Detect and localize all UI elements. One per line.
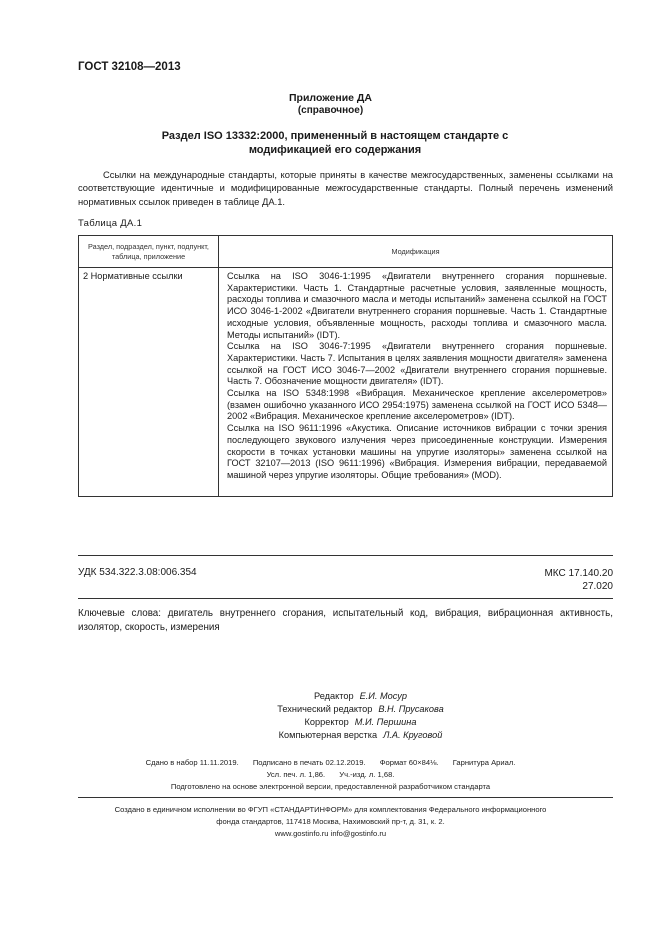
credit-layout [60,729,661,742]
credit-editor [60,690,661,703]
footer-line-2: фонда стандартов, 117418 Москва, Нахимовский пр-т, д. 31, к. 2. [216,817,445,826]
credit-name: В.Н. Прусакова [378,704,444,714]
divider-top [78,555,613,556]
paper-format: Формат 60×84⅛. [379,758,439,767]
credit-name: М.И. Першина [354,717,417,727]
table-cell-modification [219,268,613,497]
credits-block [0,690,661,742]
email-link[interactable]: info@gostinfo.ru [330,829,387,838]
credit-role: Компьютерная верстка [278,730,378,740]
intro-paragraph: Ссылки на международные стандарты, которые приняты в качестве межгосударственных, заменены ссылками на соответствующие идентичные и модифицированные межгосударственные стандарты. Полный перечень изменений нормативных ссылок приведен в таблице ДА.1. [78,169,613,207]
print-sheets: Усл. печ. л. 1,86. [266,770,326,779]
table-caption: Таблица ДА.1 [78,218,143,229]
mks-line-2: 27.020 [582,581,613,592]
udk-code: УДК 534.322.3.08:006.354 [78,567,197,578]
table-header-section: Раздел, подраздел, пункт, подпункт, таблица, приложение [79,236,219,268]
publishing-line-2 [0,769,661,781]
prepared-note: Подготовлено на основе электронной версии, предоставленной разработчиком стандарта [170,782,491,791]
modification-item: Ссылка на ISO 5348:1998 «Вибрация. Механическое крепление акселерометров» (взамен ошибочно указанного ИСО 2954:1975) заменена ссылкой на ГОСТ ИСО 5348—2002 «Вибрация. Механическое крепление акселерометров» (IDT). [227,388,607,422]
mks-line-1: МКС 17.140.20 [544,568,613,579]
section-title: Раздел ISO 13332:2000, примененный в настоящем стандарте с модификацией его содержания [161,130,509,156]
table-cell-section: 2 Нормативные ссылки [79,268,219,497]
credit-corrector [60,716,661,729]
credit-role: Технический редактор [277,704,373,714]
modification-item: Ссылка на ISO 3046-1:1995 «Двигатели внутреннего сгорания поршневые. Характеристики. Часть 1. Стандартные расчетные условия, заявленные мощность, расходы топлива и смазочного масла и методы испытаний» заменена ссылкой на ГОСТ ИСО 3046-1-2002 «Двигатели внутреннего сгорания поршневые. Часть 1. Стандартные исходные условия, объявленные мощность, расходы топлива и смазочного масла. Методы испытаний» (IDT). [227,271,607,340]
modification-table [78,235,613,497]
document-code: ГОСТ 32108—2013 [78,61,181,73]
footer-line-3 [0,828,661,840]
credit-name: Е.И. Мосур [359,691,407,701]
credit-tech-editor [60,703,661,716]
credit-role: Редактор [314,691,354,701]
mks-code [544,567,613,593]
publication-sheets: Уч.-изд. л. 1,68. [339,770,395,779]
typeface: Гарнитура Ариал. [452,758,516,767]
website-link[interactable]: www.gostinfo.ru [274,829,329,838]
publishing-line-1 [0,757,661,769]
footer-line-1: Создано в единичном исполнении во ФГУП «СТАНДАРТИНФОРМ» для комплектования Федерального информационного [114,805,547,814]
modification-item: Ссылка на ISO 3046-7:1995 «Двигатели внутреннего сгорания поршневые. Характеристики. Часть 7. Испытания в целях заявления мощности двигателя» заменена ссылкой на ГОСТ ИСО 3046-7—2002 «Двигатели внутреннего сгорания поршневые. Часть 7. Обозначение мощности двигателя» (IDT). [227,341,607,387]
appendix-title: Приложение ДА [289,92,372,104]
table-header-row [79,236,613,268]
publishing-info [0,757,661,793]
table-header-modification: Модификация [219,236,613,268]
footer-block [0,804,661,840]
signed-date: Подписано в печать 02.12.2019. [252,758,366,767]
divider-bottom [78,598,613,599]
keywords: Ключевые слова: двигатель внутреннего сгорания, испытательный код, вибрация, вибрационная активность, изолятор, скорость, измерения [78,608,613,633]
credit-name: Л.А. Круговой [383,730,443,740]
credit-role: Корректор [304,717,349,727]
divider-footer [78,797,613,798]
typeset-date: Сдано в набор 11.11.2019. [145,758,239,767]
appendix-subtitle: (справочное) [297,105,364,116]
table-row [79,268,613,497]
modification-item: Ссылка на ISO 9611:1996 «Акустика. Описание источников вибрации с точки зрения последующего звукового излучения через присоединенные конструкции. Измерения скорости в точках установки машины на упругие изоляторы» заменена ссылкой на ГОСТ 32107—2013 (ISO 9611:1996) «Вибрация. Измерения вибрации, передаваемой машиной через упругие изоляторы. Общие требования» (MOD). [227,423,607,480]
